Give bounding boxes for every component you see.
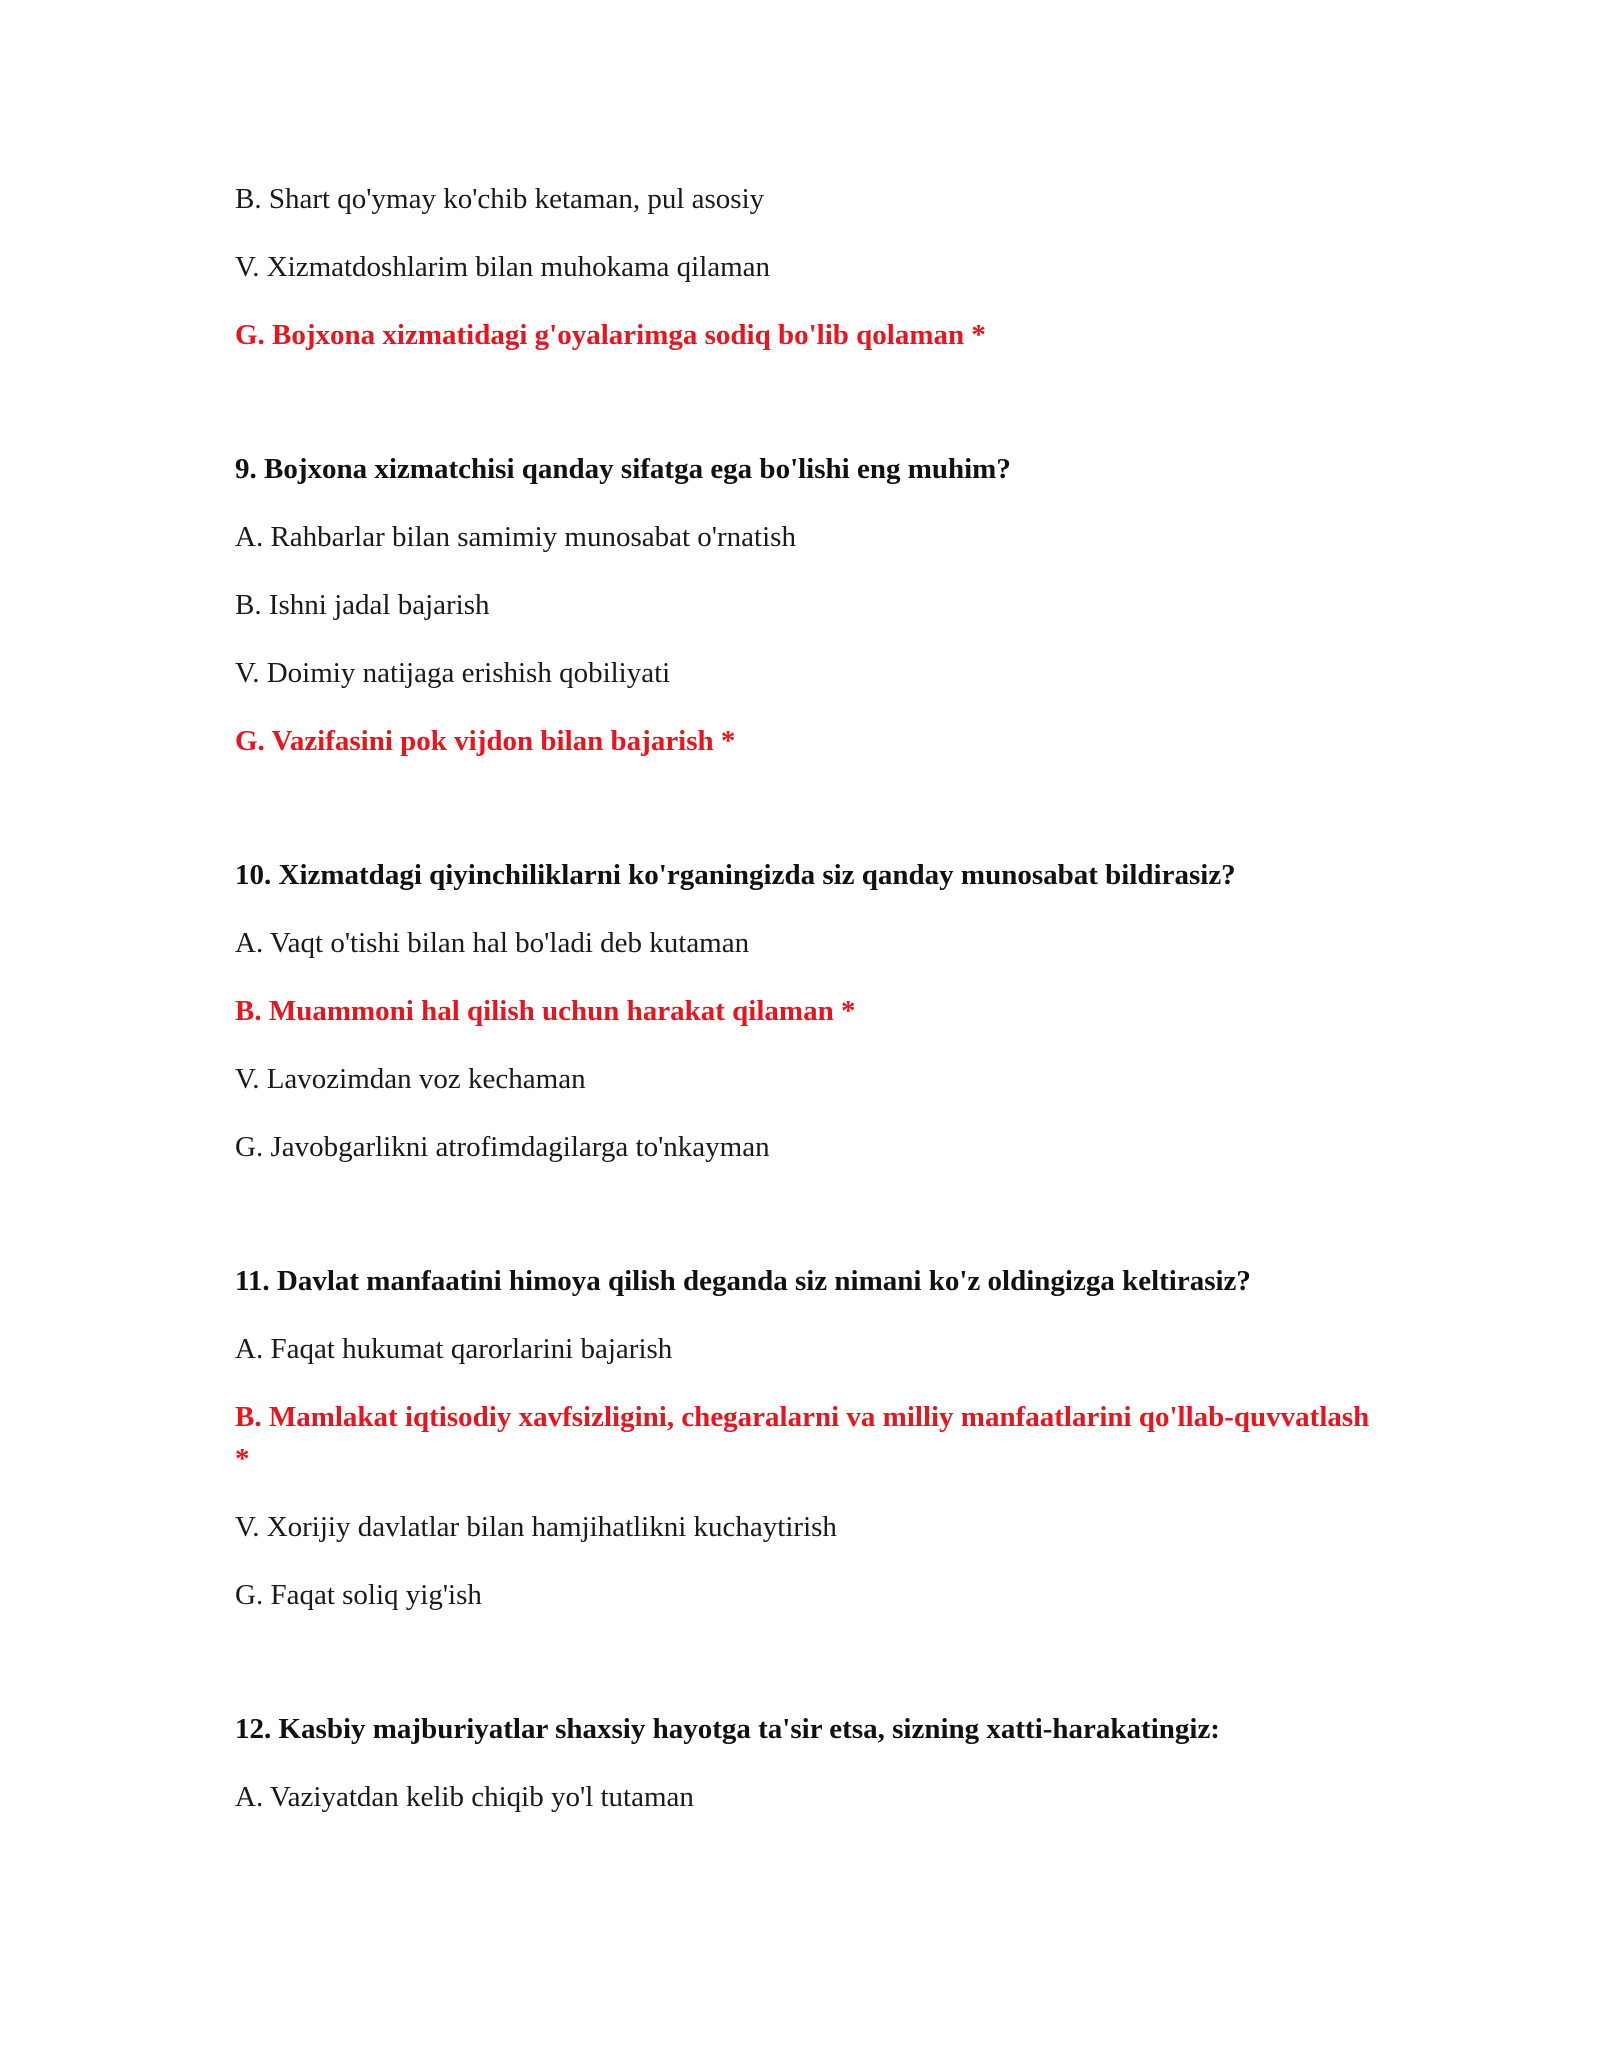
correct-answer-option-b: B. Mamlakat iqtisodiy xavfsizligini, chegaralarni va milliy manfaatlarini qo'llab-quvvatlash * — [235, 1401, 1370, 1475]
block-spacer — [235, 382, 1385, 448]
answer-option-v: V. Doimiy natijaga erishish qobiliyati — [235, 657, 671, 689]
answer-option-g: G. Javobgarlikni atrofimdagilarga to'nkayman — [235, 1131, 770, 1163]
block-spacer — [235, 788, 1385, 854]
question-text: 12. Kasbiy majburiyatlar shaxsiy hayotga ta'sir etsa, sizning xatti-harakatingiz: — [235, 1713, 1220, 1745]
correct-answer-option-b: B. Muammoni hal qilish uchun harakat qilaman * — [235, 995, 856, 1027]
quiz-content — [235, 178, 1385, 1844]
question-block-9 — [235, 448, 1385, 762]
answer-option-v: V. Xorijiy davlatlar bilan hamjihatlikni kuchaytirish — [235, 1511, 837, 1543]
answer-option-a: A. Vaziyatdan kelib chiqib yo'l tutaman — [235, 1781, 694, 1813]
answer-option-b: B. Ishni jadal bajarish — [235, 589, 490, 621]
block-spacer — [235, 1194, 1385, 1260]
answer-option-a: A. Faqat hukumat qarorlarini bajarish — [235, 1333, 673, 1365]
correct-answer-option-g: G. Vazifasini pok vijdon bilan bajarish * — [235, 725, 736, 757]
answer-option-b: B. Shart qo'ymay ko'chib ketaman, pul asosiy — [235, 183, 765, 215]
question-block-11 — [235, 1260, 1385, 1616]
answer-option-a: A. Rahbarlar bilan samimiy munosabat o'rnatish — [235, 521, 796, 553]
answer-option-g: G. Faqat soliq yig'ish — [235, 1579, 482, 1611]
question-block-12 — [235, 1708, 1385, 1818]
answer-option-v: V. Xizmatdoshlarim bilan muhokama qilaman — [235, 251, 771, 283]
question-block-8 — [235, 178, 1385, 356]
answer-option-a: A. Vaqt o'tishi bilan hal bo'ladi deb kutaman — [235, 927, 750, 959]
question-text: 11. Davlat manfaatini himoya qilish deganda siz nimani ko'z oldingizga keltirasiz? — [235, 1265, 1251, 1297]
block-spacer — [235, 1642, 1385, 1708]
correct-answer-option-g: G. Bojxona xizmatidagi g'oyalarimga sodiq bo'lib qolaman * — [235, 319, 986, 351]
question-text: 9. Bojxona xizmatchisi qanday sifatga ega bo'lishi eng muhim? — [235, 453, 1011, 485]
question-block-10 — [235, 854, 1385, 1168]
question-text: 10. Xizmatdagi qiyinchiliklarni ko'rganingizda siz qanday munosabat bildirasiz? — [235, 859, 1236, 891]
answer-option-v: V. Lavozimdan voz kechaman — [235, 1063, 586, 1095]
